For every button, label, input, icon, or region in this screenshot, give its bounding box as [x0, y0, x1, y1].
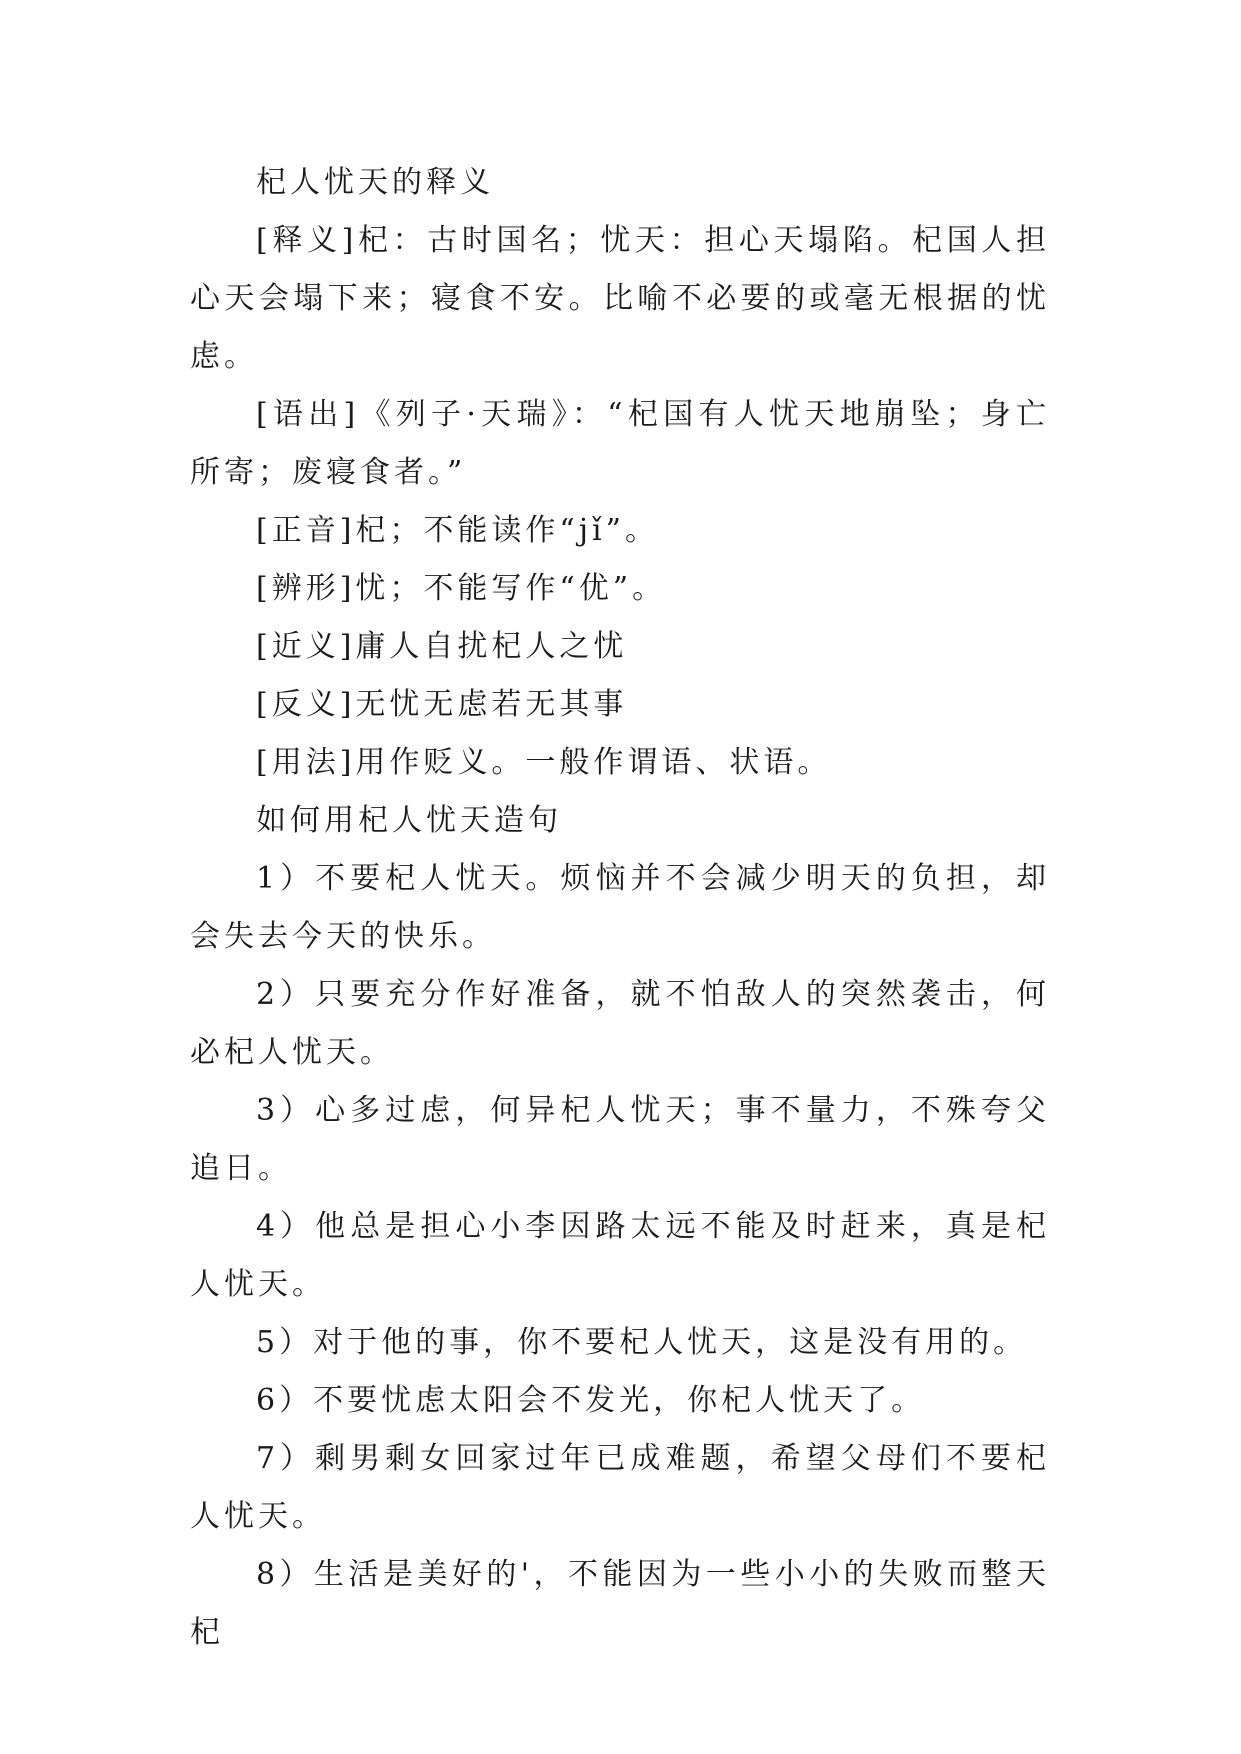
example-sentence-3: 3）心多过虑，何异杞人忧天；事不量力，不殊夸父追日。: [190, 1093, 1050, 1186]
example-sentence-6: 6）不要忧虑太阳会不发光，你杞人忧天了。: [256, 1383, 926, 1418]
paragraph-source: [语出]《列子·天瑞》：“杞国有人忧天地崩坠；身亡所寄；废寝食者。”: [190, 397, 1050, 490]
example-sentence-7: 7）剩男剩女回家过年已成难题，希望父母们不要杞人忧天。: [190, 1441, 1050, 1534]
paragraph-synonyms: [近义]庸人自扰杞人之忧: [256, 629, 628, 664]
paragraph-pronunciation: [正音]杞；不能读作“jǐ”。: [256, 513, 659, 548]
paragraph-usage: [用法]用作贬义。一般作谓语、状语。: [256, 745, 832, 780]
paragraph-meaning: [释义]杞：古时国名；忧天：担心天塌陷。杞国人担心天会塌下来；寝食不安。比喻不必要的或毫无根据的忧虑。: [190, 223, 1050, 374]
example-sentence-8: 8）生活是美好的'，不能因为一些小小的失败而整天杞: [190, 1557, 1050, 1650]
section-heading-definition: 杞人忧天的释义: [256, 165, 494, 200]
section-heading-examples: 如何用杞人忧天造句: [256, 803, 562, 838]
document-page: [190, 154, 1050, 1662]
example-sentence-4: 4）他总是担心小李因路太远不能及时赶来，真是杞人忧天。: [190, 1209, 1050, 1302]
paragraph-antonyms: [反义]无忧无虑若无其事: [256, 687, 628, 722]
example-sentence-2: 2）只要充分作好准备，就不怕敌人的突然袭击，何必杞人忧天。: [190, 977, 1050, 1070]
paragraph-form: [辨形]忧；不能写作“优”。: [256, 571, 667, 606]
example-sentence-5: 5）对于他的事，你不要杞人忧天，这是没有用的。: [256, 1325, 1028, 1360]
example-sentence-1: 1）不要杞人忧天。烦恼并不会减少明天的负担，却会失去今天的快乐。: [190, 861, 1050, 954]
